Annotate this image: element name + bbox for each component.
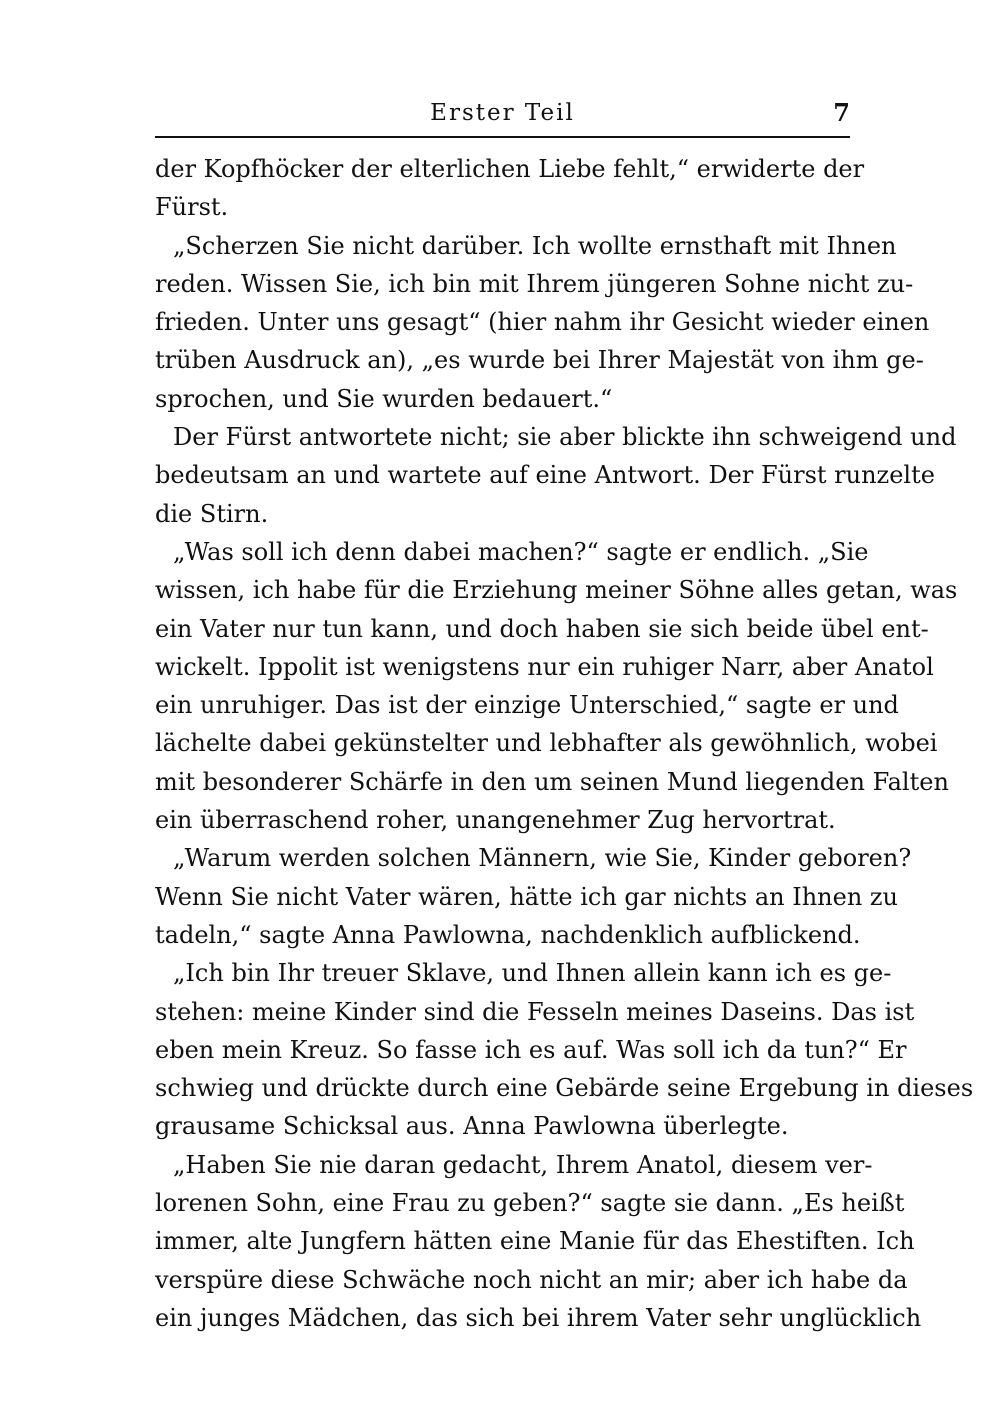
text-line: sprochen, und Sie wurden bedauert.“ [155, 384, 613, 413]
text-line: ein unruhiger. Das ist der einzige Unterschied,“ sagte er und [155, 691, 899, 720]
text-line: lächelte dabei gekünstelter und lebhafter als gewöhnlich, wobei [155, 729, 938, 758]
text-line: ein Vater nur tun kann, und doch haben sie sich beide übel ent- [155, 614, 929, 643]
text-line: „Ich bin Ihr treuer Sklave, und Ihnen allein kann ich es ge- [173, 959, 892, 988]
text-line: ein junges Mädchen, das sich bei ihrem Vater sehr unglücklich [155, 1303, 922, 1332]
text-line: wickelt. Ippolit ist wenigstens nur ein ruhiger Narr, aber Anatol [155, 652, 934, 681]
text-line: eben mein Kreuz. So fasse ich es auf. Was soll ich da tun?“ Er [155, 1035, 907, 1064]
text-line: wissen, ich habe für die Erziehung meiner Söhne alles getan, was [155, 576, 958, 605]
text-line: ein überraschend roher, unangenehmer Zug hervortrat. [155, 806, 836, 835]
text-line: der Kopfhöcker der elterlichen Liebe fehlt,“ erwiderte der [155, 155, 865, 183]
text-line: Fürst. [155, 193, 229, 222]
body-text [155, 150, 974, 1337]
text-line: grausame Schicksal aus. Anna Pawlowna überlegte. [155, 1112, 789, 1141]
text-line: „Scherzen Sie nicht darüber. Ich wollte ernsthaft mit Ihnen [173, 231, 897, 260]
text-line: immer, alte Jungfern hätten eine Manie für das Ehestiften. Ich [155, 1227, 915, 1256]
text-line: die Stirn. [155, 499, 269, 528]
text-line: trüben Ausdruck an), „es wurde bei Ihrer Majestät von ihm ge- [155, 346, 924, 375]
text-line: verspüre diese Schwäche noch nicht an mir; aber ich habe da [155, 1265, 908, 1294]
text-line: reden. Wissen Sie, ich bin mit Ihrem jüngeren Sohne nicht zu- [155, 269, 914, 298]
page-number: 7 [833, 98, 850, 127]
text-line: lorenen Sohn, eine Frau zu geben?“ sagte sie dann. „Es heißt [155, 1189, 905, 1218]
text-line: „Haben Sie nie daran gedacht, Ihrem Anatol, diesem ver- [173, 1150, 873, 1179]
text-line: stehen: meine Kinder sind die Fesseln meines Daseins. Das ist [155, 997, 915, 1026]
text-line: mit besonderer Schärfe in den um seinen Mund liegenden Falten [155, 767, 949, 796]
text-line: schwieg und drückte durch eine Gebärde seine Ergebung in dieses [155, 1074, 974, 1103]
text-line: „Was soll ich denn dabei machen?“ sagte er endlich. „Sie [173, 537, 869, 566]
text-line: tadeln,“ sagte Anna Pawlowna, nachdenklich aufblickend. [155, 920, 861, 949]
text-line: „Warum werden solchen Männern, wie Sie, Kinder geboren? [173, 844, 912, 873]
text-line: frieden. Unter uns gesagt“ (hier nahm ihr Gesicht wieder einen [155, 308, 930, 337]
text-line: bedeutsam an und wartete auf eine Antwort. Der Fürst runzelte [155, 461, 935, 490]
running-head: Erster Teil [430, 100, 575, 126]
text-line: Der Fürst antwortete nicht; sie aber blickte ihn schweigend und [173, 423, 957, 452]
text-line: Wenn Sie nicht Vater wären, hätte ich gar nichts an Ihnen zu [155, 882, 899, 911]
page-header [155, 92, 850, 138]
